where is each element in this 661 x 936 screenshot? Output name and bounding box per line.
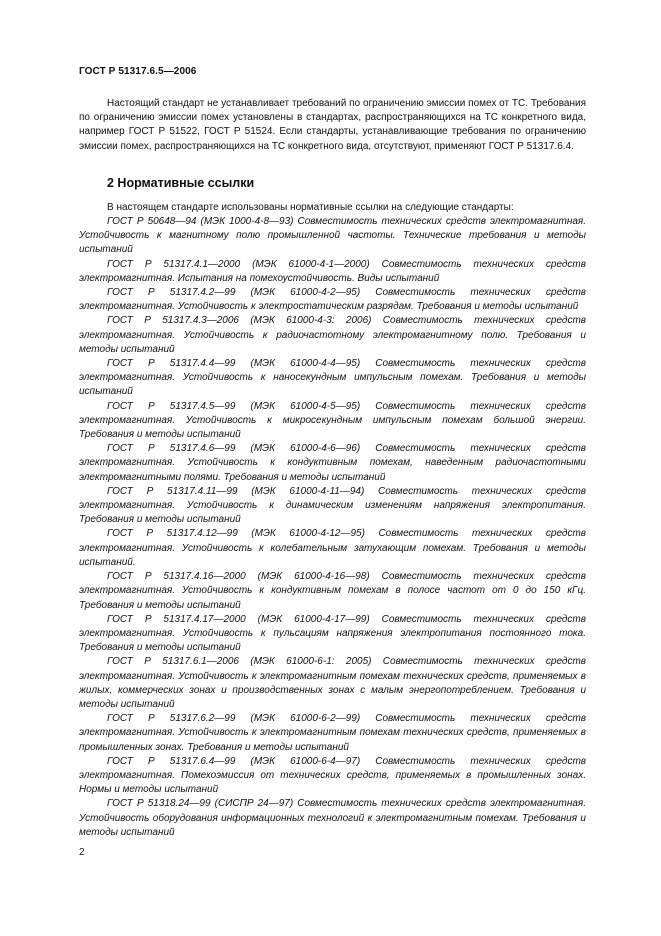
reference-item: ГОСТ Р 51317.6.4—99 (МЭК 61000-6-4—97) Совместимость технических средств электромагнитная. Помехоэмиссия от технических средств, применяемых в промышленных зонах. Нормы и методы испытаний xyxy=(79,755,586,796)
reference-item: ГОСТ Р 51317.4.5—99 (МЭК 61000-4-5—95) Совместимость технических средств электромагнитная. Устойчивость к микросекундным импульсным помехам большой энергии. Требования и методы испытаний xyxy=(79,400,586,441)
reference-item: ГОСТ Р 51317.4.11—99 (МЭК 61000-4-11—94) Совместимость технических средств электромагнитная. Устойчивость к динамическим изменениям напряжения электропитания. Требования и методы испытаний xyxy=(79,485,586,526)
reference-item: ГОСТ Р 51317.6.1—2006 (МЭК 61000-6-1: 2005) Совместимость технических средств электромагнитная. Устойчивость к электромагнитным помехам технических средств, применяемых в жилых, коммерческих зонах и производственных зонах с малым энергопотреблением. Требования и методы испытаний xyxy=(79,656,586,710)
page-number: 2 xyxy=(79,847,85,858)
section-heading: 2 Нормативные ссылки xyxy=(107,175,255,190)
reference-item: ГОСТ Р 51317.4.17—2000 (МЭК 61000-4-17—99) Совместимость технических средств электромагнитная. Устойчивость к пульсациям напряжения электропитания постоянного тока. Требования и методы испытаний xyxy=(79,613,586,654)
references-lead: В настоящем стандарте использованы нормативные ссылки на следующие стандарты: xyxy=(107,201,514,213)
document-body xyxy=(79,97,586,840)
reference-item: ГОСТ Р 51317.4.6—99 (МЭК 61000-4-6—96) Совместимость технических средств электромагнитная. Устойчивость к кондуктивным помехам, наведенным радиочастотными электромагнитными полями. Требования и методы испытаний xyxy=(79,443,586,483)
reference-item: ГОСТ Р 51317.4.3—2006 (МЭК 61000-4-3: 2006) Совместимость технических средств электромагнитная. Устойчивость к радиочастотному электромагнитному полю. Требования и методы испытаний xyxy=(79,315,586,355)
reference-item: ГОСТ Р 51317.4.4—99 (МЭК 61000-4-4—95) Совместимость технических средств электромагнитная. Устойчивость к наносекундным импульсным помехам. Требования и методы испытаний xyxy=(79,358,586,398)
references-list xyxy=(79,215,586,840)
reference-item: ГОСТ Р 50648—94 (МЭК 1000-4-8—93) Совместимость технических средств электромагнитная. Устойчивость к магнитному полю промышленной частоты. Технические требования и методы испытаний xyxy=(79,216,586,256)
reference-item: ГОСТ Р 51317.4.2—99 (МЭК 61000-4-2—95) Совместимость технических средств электромагнитная. Устойчивость к электростатическим разрядам. Требования и методы испытаний xyxy=(79,287,586,313)
intro-paragraph: Настоящий стандарт не устанавливает требований по ограничению эмиссии помех от ТС. Требования по ограничению эмиссии помех установлены в стандартах, распространяющихся на ТС конкретного вида, например ГОСТ Р 51522, ГОСТ Р 51524. Если стандарты, устанавливающие требования по ограничению эмиссии помех, распространяющихся на ТС конкретного вида, отсутствуют, применяют ГОСТ Р 51317.6.4. xyxy=(79,98,586,152)
reference-item: ГОСТ Р 51317.4.12—99 (МЭК 61000-4-12—95) Совместимость технических средств электромагнитная. Устойчивость к колебательным затухающим помехам. Требования и методы испытаний. xyxy=(79,528,586,568)
reference-item: ГОСТ Р 51317.6.2—99 (МЭК 61000-6-2—99) Совместимость технических средств электромагнитная. Устойчивость к электромагнитным помехам технических средств, применяемых в промышленных зонах. Требования и методы испытаний xyxy=(79,713,586,753)
reference-item: ГОСТ Р 51317.4.16—2000 (МЭК 61000-4-16—98) Совместимость технических средств электромагнитная. Устойчивость к кондуктивным помехам в полосе частот от 0 до 150 кГц. Требования и методы испытаний xyxy=(79,571,586,611)
reference-item: ГОСТ Р 51317.4.1—2000 (МЭК 61000-4-1—2000) Совместимость технических средств электромагнитная. Испытания на помехоустойчивость. Виды испытаний xyxy=(79,258,586,284)
document-header: ГОСТ Р 51317.6.5—2006 xyxy=(79,66,197,77)
reference-item: ГОСТ Р 51318.24—99 (СИСПР 24—97) Совместимость технических средств электромагнитная. Устойчивость оборудования информационных технологий к электромагнитным помехам. Требования и методы испытаний xyxy=(79,798,586,838)
